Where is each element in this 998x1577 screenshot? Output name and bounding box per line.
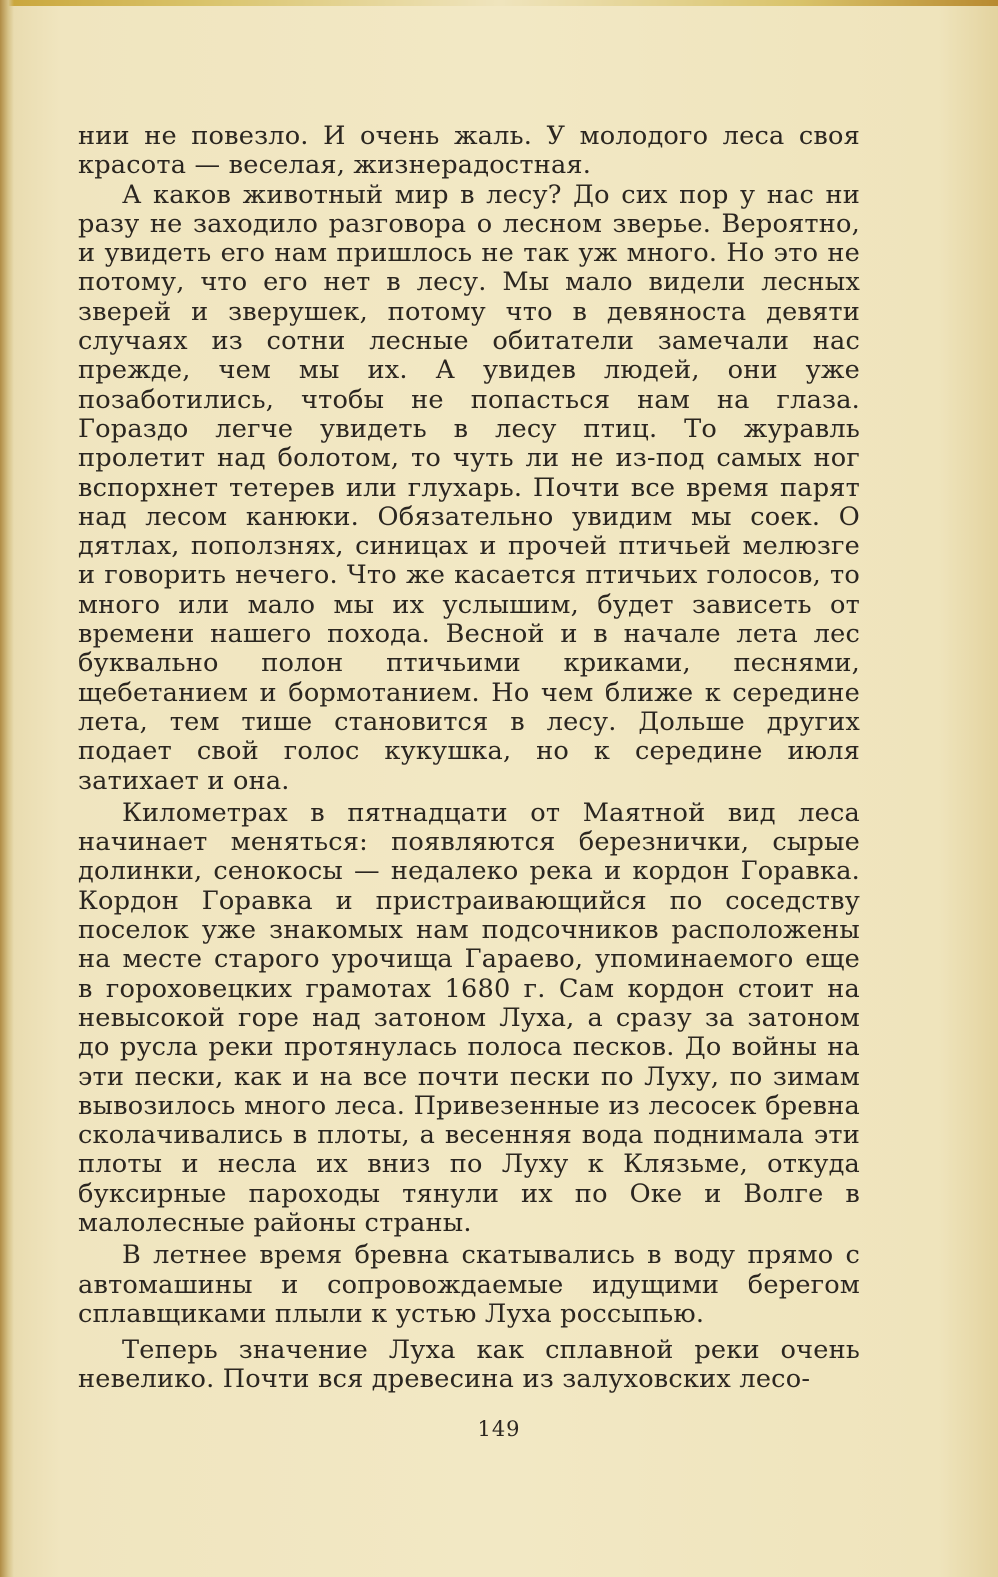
paragraph-1: нии не повезло. И очень жаль. У молодого леса своя красота — веселая, жизнерадостная. [78,121,860,181]
paragraph-2: А каков животный мир в лесу? До сих пор у нас ни разу не заходило разговора о лесном зверье. Вероятно, и увидеть его нам пришлось не так уж много. Но это не потому, что его нет в лесу. Мы мало видели лесных зверей и зверушек, потому что в девяноста девяти случаях из сотни лесные обитатели замечали нас прежде, чем мы их. А увидев людей, они уже позаботились, чтобы не попасться нам на глаза. Гораздо легче увидеть в лесу птиц. То журавль пролетит над болотом, то чуть ли не из-под самых ног вспорхнет тетерев или глухарь. Почти все время парят над лесом канюки. Обязательно увидим мы соек. О дятлах, поползнях, синицах и прочей птичьей мелюзге и говорить нечего. Что же касается птичьих голосов, то много или мало мы их услышим, будет зависеть от времени нашего похода. Весной и в начале лета лес буквально полон птичьими криками, песнями, щебетанием и бормотанием. Но чем ближе к середине лета, тем тише становится в лесу. Дольше других подает свой голос кукушка, но к середине июля затихает и она. [78,179,860,796]
paragraph-3: Километрах в пятнадцати от Маятной вид леса начинает меняться: появляются березнички, сырые долинки, сенокосы — недалеко река и кордон Горавка. Кордон Горавка и пристраивающийся по соседству поселок уже знакомых нам подсочников расположены на месте старого урочища Гараево, упоминаемого еще в гороховецких грамотах 1680 г. Сам кордон стоит на невысокой горе над затоном Луха, а сразу за затоном до русла реки протянулась полоса песков. До войны на эти пески, как и на все почти пески по Луху, по зимам вывозилось много леса. Привезенные из лесосек бревна сколачивались в плоты, а весенняя вода поднимала эти плоты и несла их вниз по Луху к Клязьме, откуда буксирные пароходы тянули их по Оке и Волге в малолесные районы страны. [78,797,860,1238]
body-text [78,122,860,1395]
paragraph-4: В летнее время бревна скатывались в воду прямо с автомашины и сопровождаемые идущими берегом сплавщиками плыли к устью Луха россыпью. [78,1240,860,1329]
paragraph-5: Теперь значение Луха как сплавной реки очень невелико. Почти вся древесина из залуховских лесо- [78,1335,860,1395]
page-spine-edge [0,0,14,1577]
page-number: 149 [477,1417,521,1441]
page-top-edge [0,0,998,6]
